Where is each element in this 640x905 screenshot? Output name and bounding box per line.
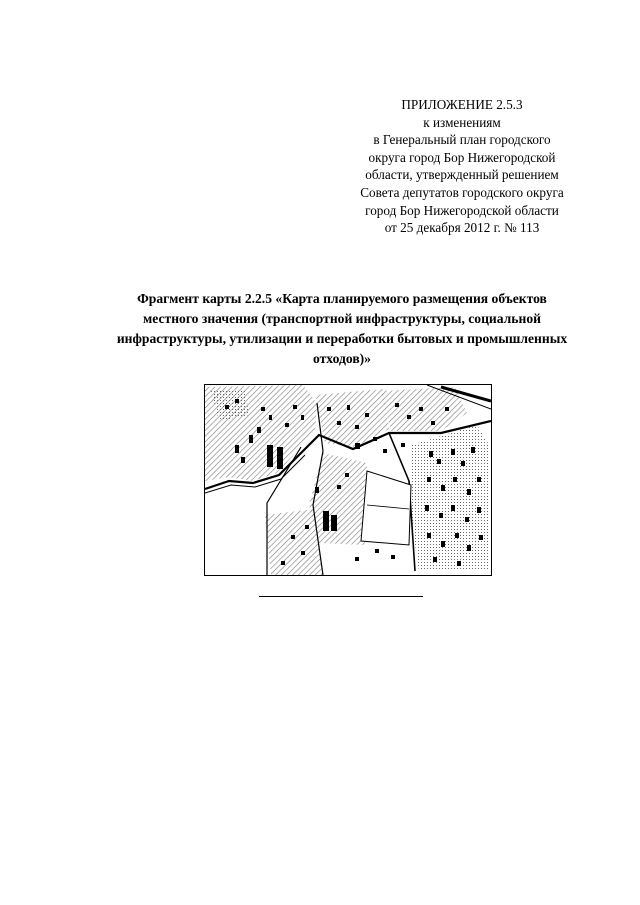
map-fragment [204, 384, 492, 576]
appendix-date: от 25 декабря 2012 г. № 113 [384, 220, 540, 236]
map-fragment-icon [205, 385, 491, 575]
map-title-line: отходов)» [313, 351, 371, 366]
appendix-line: Совета депутатов городского округа [360, 184, 564, 200]
closing-divider [259, 596, 423, 597]
appendix-line: город Бор Нижегородской области [365, 202, 559, 218]
appendix-line: области, утвержденный решением [365, 167, 559, 183]
appendix-line: в Генеральный план городского [373, 132, 551, 148]
map-title [80, 289, 604, 369]
appendix-header [330, 96, 594, 237]
appendix-number: ПРИЛОЖЕНИЕ 2.5.3 [401, 97, 523, 112]
appendix-line: к изменениям [423, 114, 501, 130]
map-title-line: инфраструктуры, утилизации и переработки бытовых и промышленных [116, 331, 568, 346]
map-title-line: местного значения (транспортной инфраструктуры, социальной [143, 311, 541, 326]
map-title-line: Фрагмент карты 2.2.5 «Карта планируемого размещения объектов [137, 291, 547, 306]
appendix-line: округа город Бор Нижегородской [368, 149, 556, 165]
